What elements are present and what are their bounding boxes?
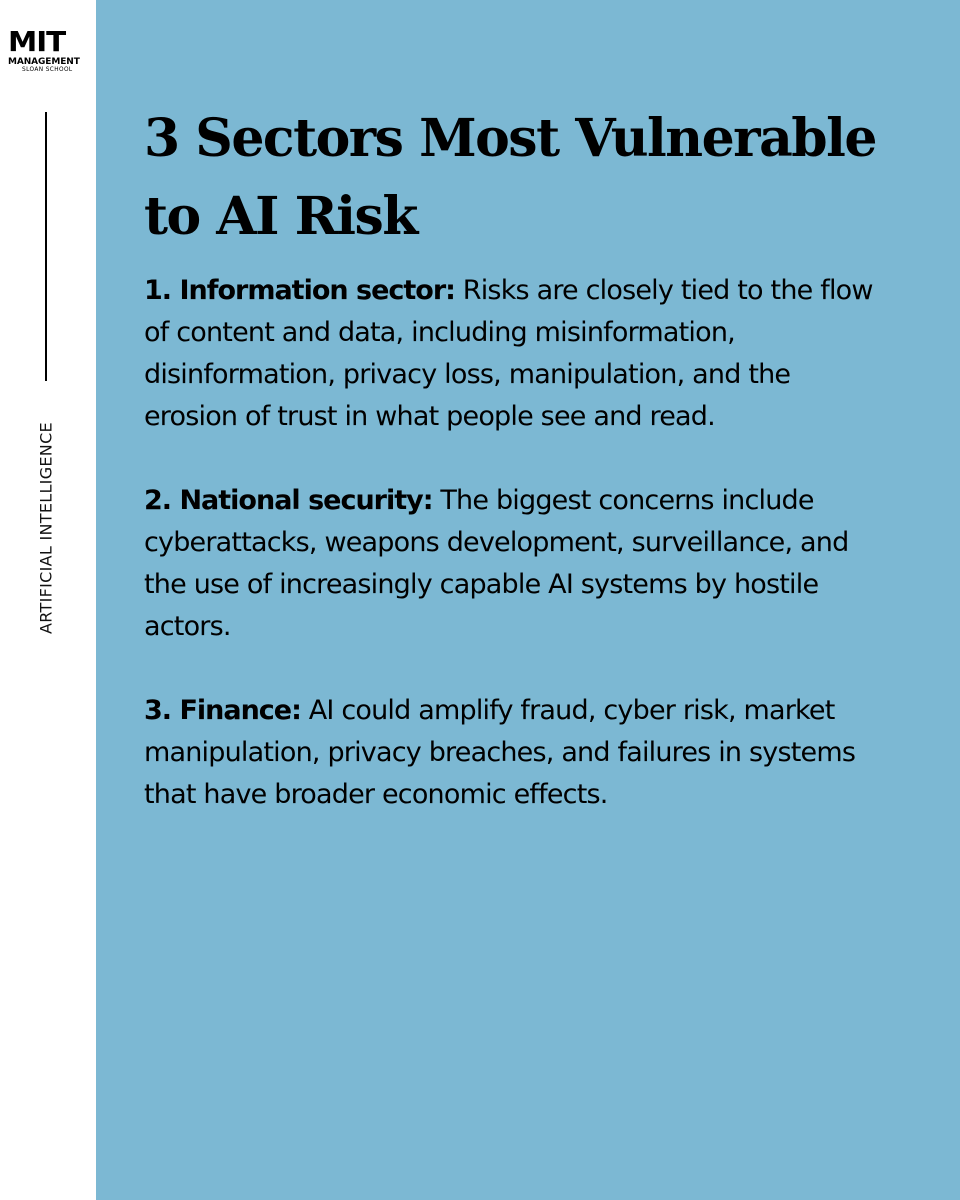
- page-title: 3 Sectors Most Vulnerable to AI Risk: [144, 108, 876, 247]
- sector-item-heading: 1. Information sector:: [144, 275, 455, 306]
- logo-management-text: MANAGEMENT: [8, 57, 80, 67]
- mit-sloan-logo: [8, 25, 88, 74]
- logo-mit-wordmark: MIT: [8, 25, 66, 58]
- sector-item-heading: 2. National security:: [144, 485, 433, 516]
- sector-item-heading: 3. Finance:: [144, 695, 301, 726]
- sector-list: [144, 270, 884, 858]
- logo-sloan-school-text: SLOAN SCHOOL: [22, 67, 73, 73]
- sector-item-description: Risks are closely tied to the flow of content and data, including misinformation, disinformation, privacy loss, manipulation, and the erosion of trust in what people see and read.: [144, 275, 873, 432]
- content-panel: [96, 0, 960, 1200]
- sector-item-information: [144, 270, 884, 438]
- sector-item-description: AI could amplify fraud, cyber risk, market manipulation, privacy breaches, and failures in systems that have broader economic effects.: [144, 695, 856, 810]
- vertical-divider: [45, 112, 47, 381]
- sector-item-finance: [144, 690, 884, 816]
- sector-item-national-security: [144, 480, 884, 648]
- category-label: ARTIFICIAL INTELLIGENCE: [36, 422, 56, 634]
- sector-item-description: The biggest concerns include cyberattacks, weapons development, surveillance, and the use of increasingly capable AI systems by hostile actors.: [144, 485, 849, 642]
- sidebar: [0, 0, 96, 1200]
